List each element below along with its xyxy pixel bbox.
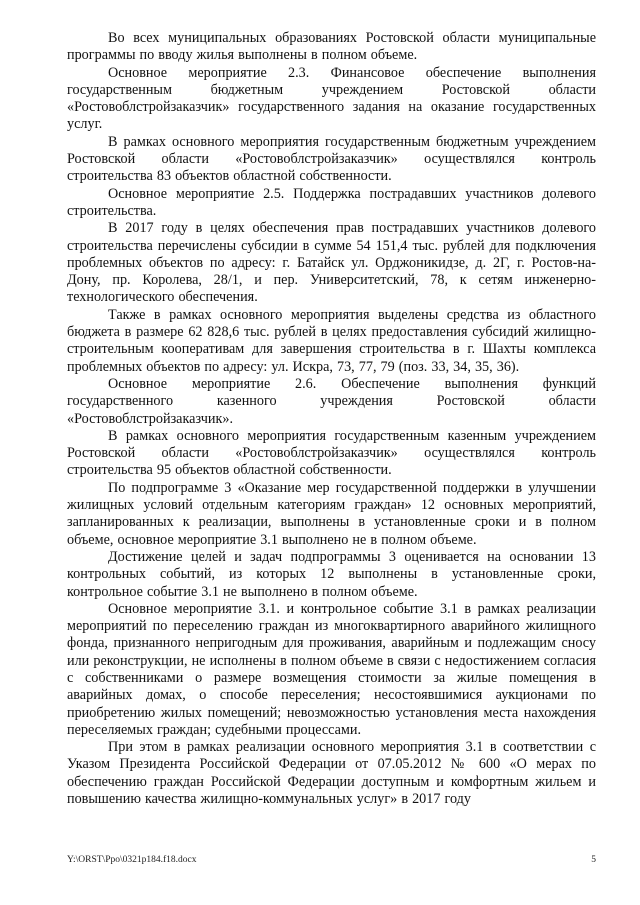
paragraph-measure-2-6-control: В рамках основного мероприятия государственным казенным учреждением Ростовской области «Ростовоблстройзаказчик» осуществлялся контроль строительства 95 объектов областной собственности. xyxy=(67,427,596,479)
paragraph-measure-2-3-control: В рамках основного мероприятия государственным бюджетным учреждением Ростовской области «Ростовоблстройзаказчик» осуществлялся контроль строительства 83 объектов областной собственности. xyxy=(67,133,596,185)
document-body xyxy=(67,30,596,808)
footer-file-path: Y:\ORST\Ppo\0321p184.f18.docx xyxy=(67,855,197,865)
paragraph-municipal-programs: Во всех муниципальных образованиях Ростовской области муниципальные программы по вводу жилья выполнены в полном объеме. xyxy=(67,30,596,64)
paragraph-2017-subsidies: В 2017 году в целях обеспечения прав пострадавших участников долевого строительства перечислены субсидии в сумме 54 151,4 тыс. рублей для подключения проблемных объектов по адресу: г. Батайск ул. Орджоникидзе, д. 2Г, г. Ростов-на-Дону, пр. Королева, 28/1, и пер. Университетский, 78, к сетям инженерно-технологического обеспечения. xyxy=(67,220,596,306)
paragraph-measure-2-3-title: Основное мероприятие 2.3. Финансовое обеспечение выполнения государственным бюджетным учреждением Ростовской области «Ростовоблстройзаказчик» государственного задания на оказание государственных услуг. xyxy=(67,64,596,133)
paragraph-measure-3-1-decree: При этом в рамках реализации основного мероприятия 3.1 в соответствии с Указом Президента Российской Федерации от 07.05.2012 № 600 «О мерах по обеспечению граждан Российской Федерации доступным и комфортным жильем и повышению качества жилищно-коммунальных услуг» в 2017 году xyxy=(67,739,596,808)
paragraph-subprogram-3: По подпрограмме 3 «Оказание мер государственной поддержки в улучшении жилищных условий отдельным категориям граждан» 12 основных мероприятий, запланированных к реализации, выполнены в установленные сроки и в полном объеме, основное мероприятие 3.1 выполнено не в полном объеме. xyxy=(67,479,596,548)
paragraph-measure-2-5-title: Основное мероприятие 2.5. Поддержка пострадавших участников долевого строительства. xyxy=(67,185,596,219)
paragraph-measure-3-1-reasons: Основное мероприятие 3.1. и контрольное событие 3.1 в рамках реализации мероприятий по переселению граждан из многоквартирного аварийного жилищного фонда, признанного непригодным для проживания, аварийным и подлежащим сносу или реконструкции, не исполнены в полном объеме в связи с недостижением согласия с собственниками о размере возмещения стоимости за жилые помещения в аварийных домах, о способе переселения; несостоявшимися аукционами по приобретению жилых помещений; невозможностью установления места нахождения переселяемых граждан; судебными процессами. xyxy=(67,600,596,738)
paragraph-measure-2-6-title: Основное мероприятие 2.6. Обеспечение выполнения функций государственного казенного учреждения Ростовской области «Ростовоблстройзаказчик». xyxy=(67,375,596,427)
page-number: 5 xyxy=(591,855,596,865)
paragraph-regional-budget-funds: Также в рамках основного мероприятия выделены средства из областного бюджета в размере 62 828,6 тыс. рублей в целях предоставления субсидий жилищно-строительным кооперативам для завершения строительства в г. Шахты комплекса проблемных объектов по адресу: ул. Искра, 73, 77, 79 (поз. 33, 34, 35, 36). xyxy=(67,306,596,375)
paragraph-subprogram-3-goals: Достижение целей и задач подпрограммы 3 оценивается на основании 13 контрольных событий, из которых 12 выполнены в установленные сроки, контрольное событие 3.1 не выполнено в полном объеме. xyxy=(67,548,596,600)
